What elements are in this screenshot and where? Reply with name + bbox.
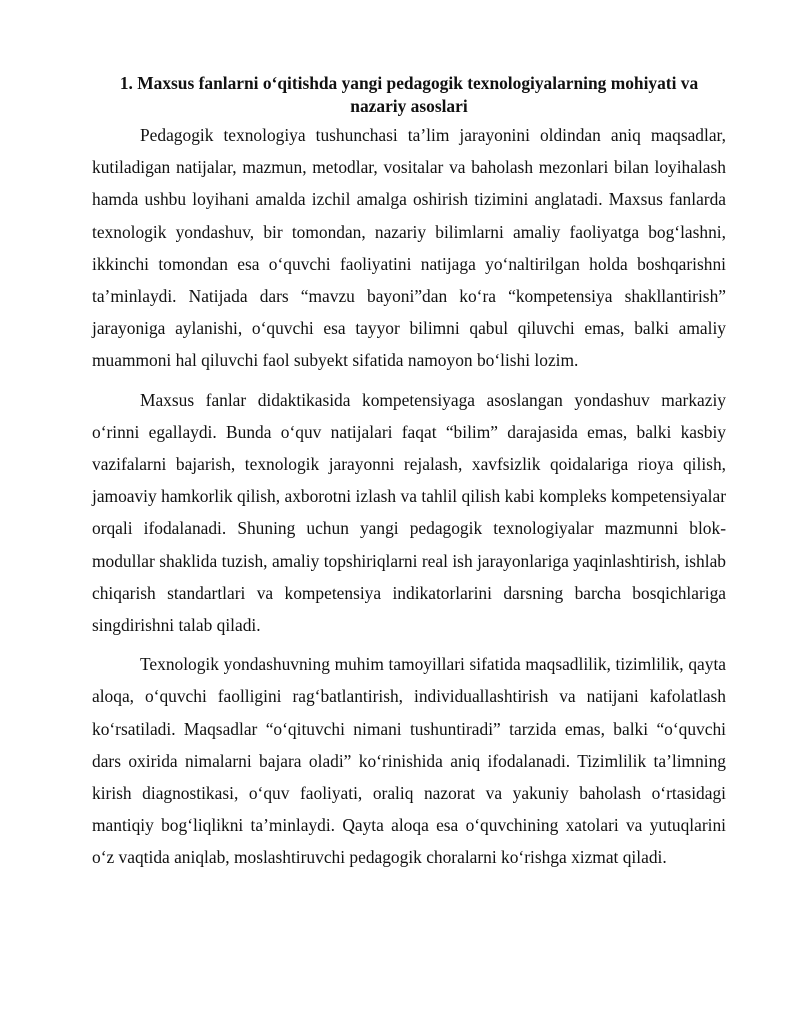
paragraph-competency: Maxsus fanlar didaktikasida kompetensiyaga asoslangan yondashuv markaziy o‘rinni egallaydi. Bunda o‘quv natijalari faqat “bilim” darajasida emas, balki kasbiy vazifalarni bajarish, texnologik jarayonni rejalash, xavfsizlik qoidalariga rioya qilish, jamoaviy hamkorlik qilish, axborotni izlash va tahlil qilish kabi kompleks kompetensiyalar orqali ifodalanadi. Shuning uchun yangi pedagogik texnologiyalar mazmunni blok-modullar shaklida tuzish, amaliy topshiriqlarni real ish jarayonlariga yaqinlashtirish, ishlab chiqarish standartlari va kompetensiya indikatorlarini darsning barcha bosqichlariga singdirishni talab qiladi. [92, 389, 726, 636]
document-page [92, 72, 726, 874]
paragraph-principles: Texnologik yondashuvning muhim tamoyillari sifatida maqsadlilik, tizimlilik, qayta aloqa, o‘quvchi faolligini rag‘batlantirish, individuallashtirish va natijani kafolatlash ko‘rsatiladi. Maqsadlar “o‘qituvchi nimani tushuntiradi” tarzida emas, balki “o‘quvchi dars oxirida nimalarni bajara oladi” ko‘rinishida aniq ifodalanadi. Tizimlilik ta’limning kirish diagnostikasi, o‘quv faoliyati, oraliq nazorat va yakuniy baholash o‘rtasidagi mantiqiy bog‘liqlikni ta’minlaydi. Qayta aloqa esa o‘quvchining xatolari va yutuqlarini o‘z vaqtida aniqlab, moslashtiruvchi pedagogik choralarni ko‘rishga xizmat qiladi. [92, 654, 726, 868]
section-heading: 1. Maxsus fanlarni o‘qitishda yangi pedagogik texnologiyalarning mohiyati va nazariy asoslari [119, 73, 699, 116]
paragraph-definition: Pedagogik texnologiya tushunchasi ta’lim jarayonini oldindan aniq maqsadlar, kutiladigan natijalar, mazmun, metodlar, vositalar va baholash mezonlari bilan loyihalash hamda ushbu loyihani amalda izchil amalga oshirish tizimini anglatadi. Maxsus fanlarda texnologik yondashuv, bir tomondan, nazariy bilimlarni amaliy faoliyatga bog‘lashni, ikkinchi tomondan esa o‘quvchi faoliyatini natijaga yo‘naltirilgan holda boshqarishni ta’minlaydi. Natijada dars “mavzu bayoni”dan ko‘ra “kompetensiya shakllantirish” jarayoniga aylanishi, o‘quvchi esa tayyor bilimni qabul qiluvchi emas, balki amaliy muammoni hal qiluvchi faol subyekt sifatida namoyon bo‘lishi lozim. [92, 125, 726, 371]
